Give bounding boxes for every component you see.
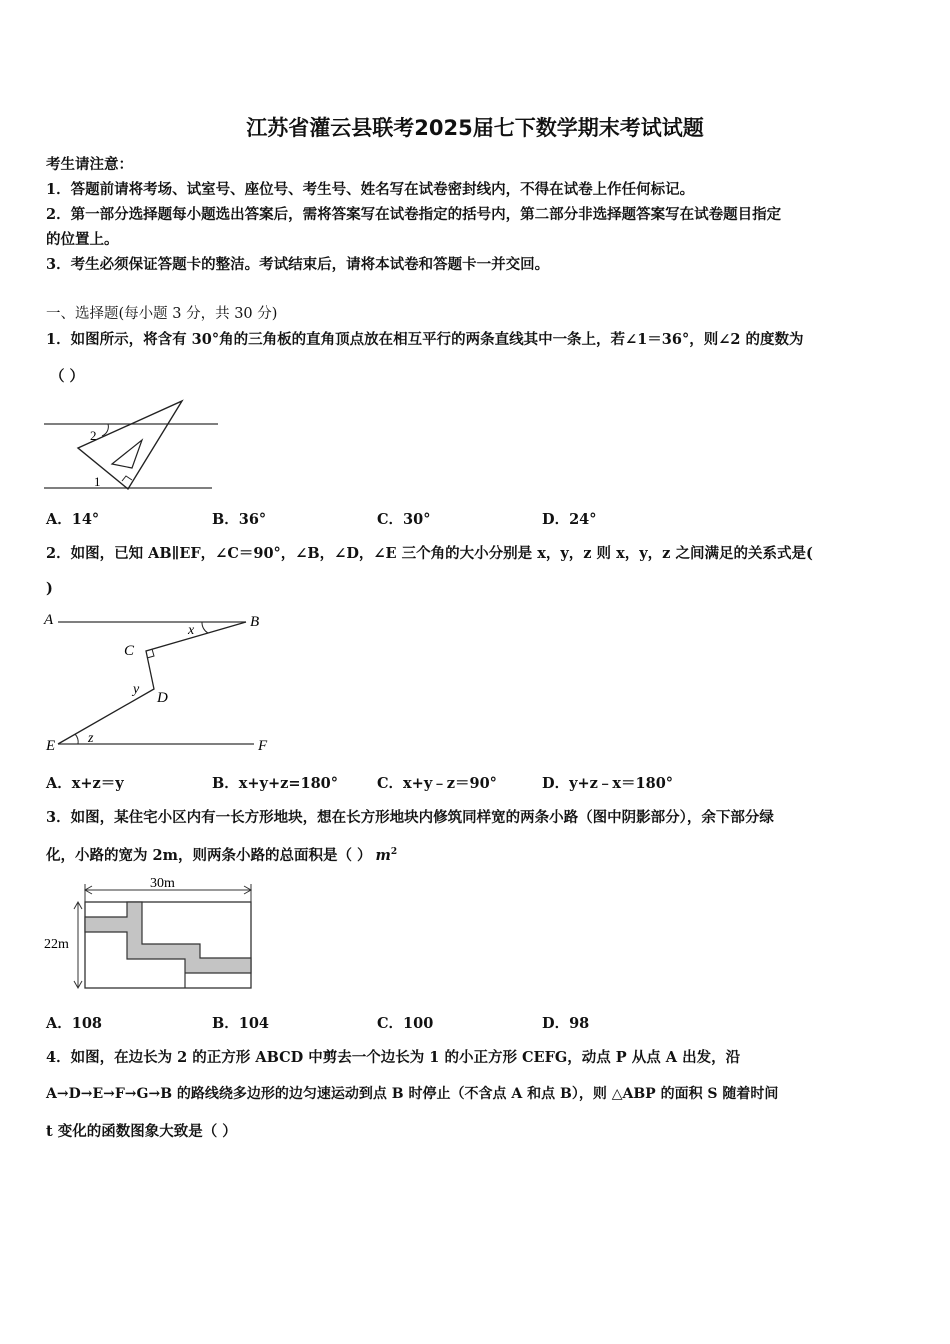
point-d-label: D: [157, 690, 168, 706]
question-1-text-cont: （ ）: [50, 368, 85, 385]
height-label: 22m: [44, 937, 69, 952]
notice-item: 3．考生必须保证答题卡的整洁。考试结束后，请将本试卷和答题卡一并交回。: [46, 256, 550, 273]
width-label: 30m: [150, 876, 175, 891]
area-unit-exponent: 2: [390, 847, 398, 858]
option-b[interactable]: B．104: [212, 1015, 270, 1032]
question-3-text: 3．如图，某住宅小区内有一长方形地块，想在长方形地块内修筑同样宽的两条小路（图中阴影部分），余下部分绿: [46, 809, 774, 826]
option-a[interactable]: A．x+z＝y: [46, 775, 124, 792]
area-unit: m: [375, 847, 391, 864]
point-b-label: B: [250, 614, 260, 630]
option-a[interactable]: A．14°: [46, 511, 100, 528]
option-d[interactable]: D．98: [542, 1015, 590, 1032]
option-c[interactable]: C．x+y﹣z＝90°: [377, 775, 497, 792]
option-b[interactable]: B．36°: [212, 511, 267, 528]
q3-figure: [42, 872, 262, 996]
option-c[interactable]: C．30°: [377, 511, 431, 528]
option-b[interactable]: B．x+y+z=180°: [212, 775, 339, 792]
question-2-text-cont: ): [46, 580, 53, 597]
angle-z-label: z: [88, 731, 94, 746]
point-f-label: F: [258, 738, 268, 754]
question-1-text: 1．如图所示，将含有 30°角的三角板的直角顶点放在相互平行的两条直线其中一条上，若∠1＝36°，则∠2 的度数为: [46, 331, 804, 348]
question-2-text: 2．如图，已知 AB∥EF，∠C＝90°，∠B，∠D，∠E 三个角的大小分别是 x，y，z 则 x，y，z 之间满足的关系式是(: [46, 545, 813, 562]
question-4-text-cont: A→D→E→F→G→B 的路线绕多边形的边匀速运动到点 B 时停止（不含点 A 和点 B），则 △ABP 的面积 S 随着时间: [46, 1086, 779, 1102]
page-title: 江苏省灌云县联考2025届七下数学期末考试试题: [246, 116, 704, 140]
notice-item: 2．第一部分选择题每小题选出答案后，需将答案写在试卷指定的括号内，第二部分非选择题答案写在试卷题目指定: [46, 206, 782, 223]
notice-heading: 考生请注意：: [46, 156, 133, 173]
option-a[interactable]: A．108: [46, 1015, 103, 1032]
q1-figure: [44, 398, 224, 494]
angle-1-label: 1: [94, 474, 101, 489]
option-d[interactable]: D．y+z﹣x＝180°: [542, 775, 674, 792]
angle-x-label: x: [188, 623, 195, 638]
question-3-text-main: 化，小路的宽为 2m，则两条小路的总面积是（ ）: [46, 847, 372, 864]
question-4-text: 4．如图，在边长为 2 的正方形 ABCD 中剪去一个边长为 1 的小正方形 CEFG，动点 P 从点 A 出发，沿: [46, 1049, 741, 1066]
notice-item: 的位置上。: [46, 231, 119, 248]
question-3-text-cont: [46, 844, 397, 865]
q2-figure: [40, 606, 280, 758]
point-e-label: E: [46, 738, 56, 754]
option-d[interactable]: D．24°: [542, 511, 597, 528]
angle-2-label: 2: [90, 428, 97, 443]
section-heading: 一、选择题(每小题 3 分，共 30 分): [46, 306, 278, 322]
point-c-label: C: [124, 643, 135, 659]
point-a-label: A: [44, 612, 54, 628]
option-c[interactable]: C．100: [377, 1015, 434, 1032]
notice-item: 1．答题前请将考场、试室号、座位号、考生号、姓名写在试卷密封线内，不得在试卷上作任何标记。: [46, 181, 695, 198]
question-4-text-cont2: t 变化的函数图象大致是（ ）: [46, 1123, 237, 1140]
angle-y-label: y: [133, 682, 140, 697]
